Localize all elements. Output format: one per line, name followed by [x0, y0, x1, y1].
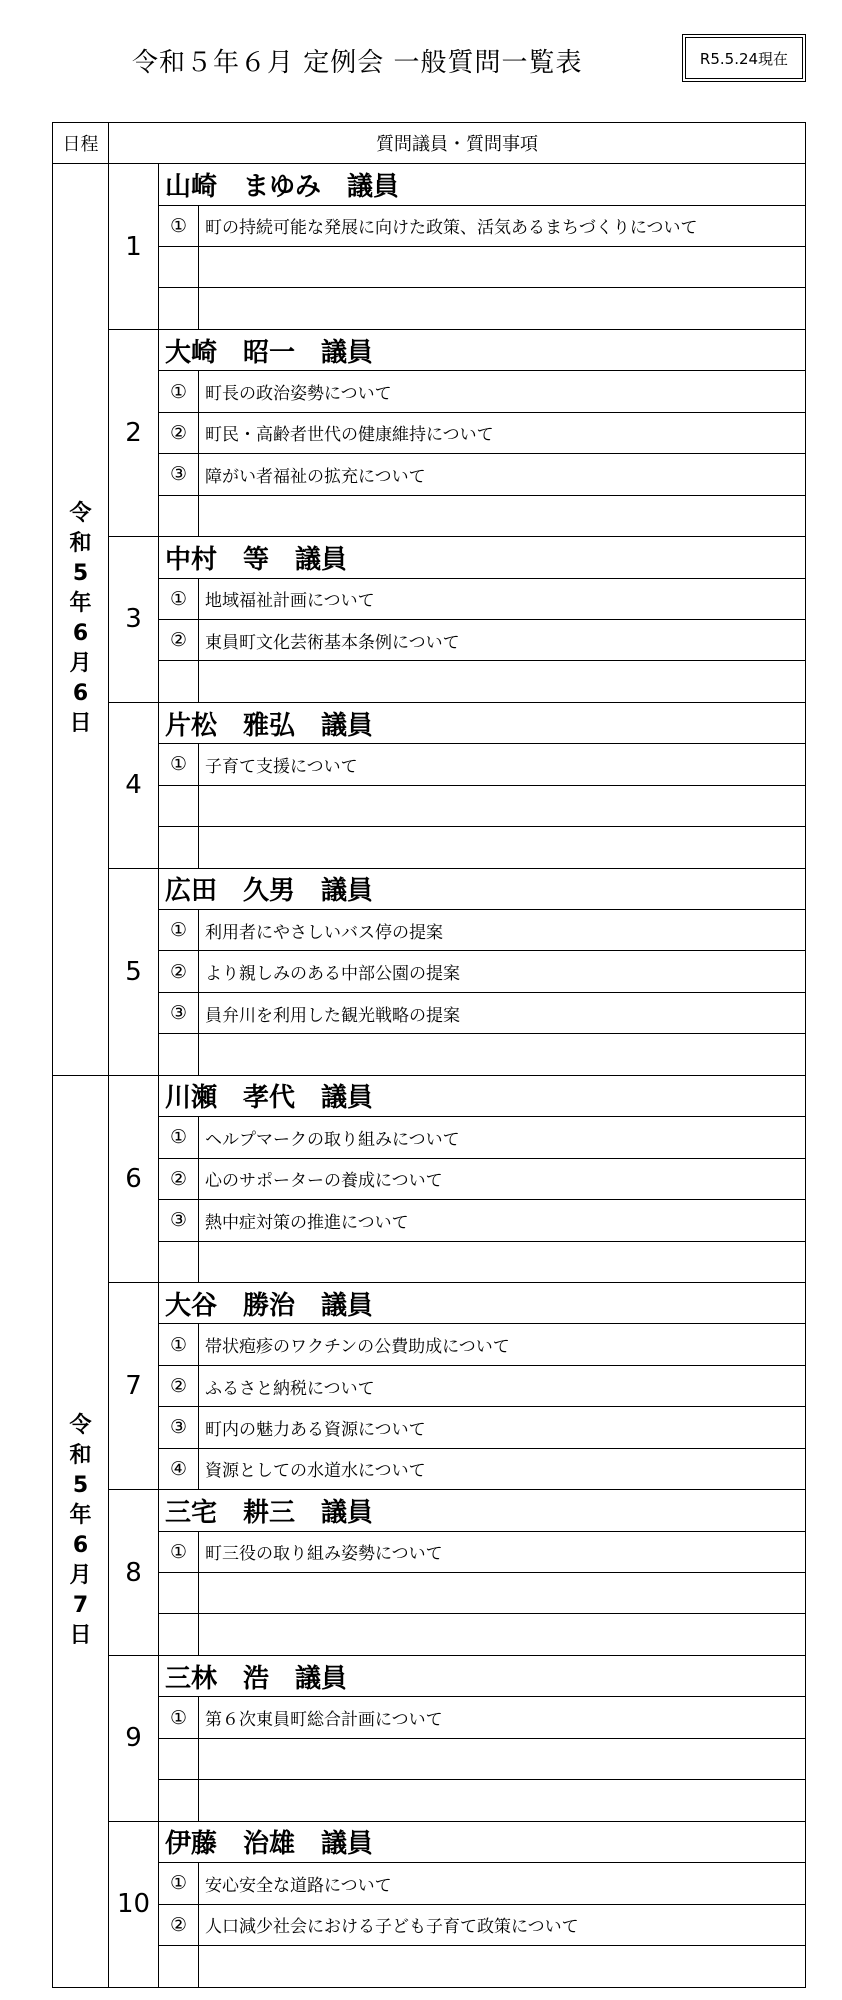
session-date-char: 6 [72, 621, 89, 647]
session-date-char: 令 [69, 1413, 92, 1439]
member-name: 大崎 昭一 議員 [159, 329, 806, 370]
question-row [53, 1738, 806, 1779]
question-number: ② [159, 1904, 199, 1945]
question-item [199, 1573, 806, 1614]
question-row [53, 1448, 806, 1489]
question-row [53, 1780, 806, 1821]
member-name-row [53, 1282, 806, 1323]
question-item [199, 785, 806, 826]
question-row [53, 1034, 806, 1075]
question-item: 熱中症対策の推進について [199, 1200, 806, 1241]
speaker-number: 4 [109, 702, 159, 868]
question-number [159, 495, 199, 536]
question-item [199, 827, 806, 868]
member-name: 片松 雅弘 議員 [159, 702, 806, 743]
question-number: ① [159, 1117, 199, 1158]
member-name-row [53, 329, 806, 370]
question-item: 障がい者福祉の拡充について [199, 454, 806, 495]
question-number: ③ [159, 1407, 199, 1448]
member-name-row [53, 1075, 806, 1116]
question-item: 資源としての水道水について [199, 1448, 806, 1489]
speaker-number: 7 [109, 1282, 159, 1489]
question-number [159, 1241, 199, 1282]
question-row [53, 205, 806, 246]
question-row [53, 1945, 806, 1987]
question-item: 安心安全な道路について [199, 1863, 806, 1904]
question-number: ② [159, 1365, 199, 1406]
session-date-char: 月 [69, 1563, 92, 1589]
session-date-char: 6 [72, 1533, 89, 1559]
member-name-row [53, 702, 806, 743]
question-item: ふるさと納税について [199, 1365, 806, 1406]
question-row [53, 827, 806, 868]
question-item: 心のサポーターの養成について [199, 1158, 806, 1199]
question-item: 第６次東員町総合計画について [199, 1697, 806, 1738]
session-date-char: 6 [72, 681, 89, 707]
question-item [199, 1614, 806, 1655]
question-number: ① [159, 205, 199, 246]
as-of-date-box: R5.5.24現在 [682, 34, 806, 82]
question-row [53, 371, 806, 412]
question-row [53, 1365, 806, 1406]
question-table [52, 122, 806, 1988]
question-row [53, 910, 806, 951]
table-header-row [53, 123, 806, 164]
question-number: ④ [159, 1448, 199, 1489]
session-date-char: 年 [69, 591, 92, 617]
member-name-row [53, 868, 806, 909]
column-header-main: 質問議員・質問事項 [109, 123, 806, 164]
session-date-char: 5 [72, 561, 89, 587]
question-number: ③ [159, 1200, 199, 1241]
question-row [53, 1407, 806, 1448]
question-number: ② [159, 412, 199, 453]
question-row [53, 1573, 806, 1614]
page-title: 令和５年６月 定例会 一般質問一覧表 [132, 48, 583, 78]
question-item: 子育て支援について [199, 744, 806, 785]
question-number: ① [159, 1324, 199, 1365]
question-number: ① [159, 744, 199, 785]
member-name-row [53, 1490, 806, 1531]
question-row [53, 247, 806, 288]
speaker-number: 8 [109, 1490, 159, 1656]
question-number: ② [159, 619, 199, 660]
question-item: 東員町文化芸術基本条例について [199, 619, 806, 660]
member-name: 三宅 耕三 議員 [159, 1490, 806, 1531]
member-name: 川瀬 孝代 議員 [159, 1075, 806, 1116]
question-number [159, 661, 199, 702]
question-row [53, 1863, 806, 1904]
question-number: ① [159, 1863, 199, 1904]
question-row [53, 1531, 806, 1572]
session-date [53, 1075, 109, 1987]
question-item [199, 1034, 806, 1075]
question-number [159, 247, 199, 288]
session-date-char: 年 [69, 1503, 92, 1529]
question-number [159, 1780, 199, 1821]
member-name-row [53, 537, 806, 578]
speaker-number: 6 [109, 1075, 159, 1282]
question-item: ヘルプマークの取り組みについて [199, 1117, 806, 1158]
speaker-number: 2 [109, 329, 159, 536]
question-row [53, 1241, 806, 1282]
question-row [53, 992, 806, 1033]
question-item: 地域福祉計画について [199, 578, 806, 619]
question-row [53, 495, 806, 536]
member-name-row [53, 1655, 806, 1696]
session-date-char: 5 [72, 1473, 89, 1499]
session-date-char: 月 [69, 651, 92, 677]
question-row [53, 288, 806, 329]
question-item: 町民・高齢者世代の健康維持について [199, 412, 806, 453]
question-item: 人口減少社会における子ども子育て政策について [199, 1904, 806, 1945]
question-row [53, 1117, 806, 1158]
question-row [53, 578, 806, 619]
session-date-char: 和 [69, 1443, 92, 1469]
question-number [159, 785, 199, 826]
question-number: ① [159, 910, 199, 951]
question-number: ② [159, 1158, 199, 1199]
question-row [53, 951, 806, 992]
session-date-char: 和 [69, 531, 92, 557]
question-number [159, 1614, 199, 1655]
question-row [53, 744, 806, 785]
question-item [199, 661, 806, 702]
member-name: 山崎 まゆみ 議員 [159, 164, 806, 205]
question-table-body [53, 123, 806, 1988]
question-row [53, 454, 806, 495]
question-row [53, 1200, 806, 1241]
member-name: 大谷 勝治 議員 [159, 1282, 806, 1323]
question-number [159, 1945, 199, 1987]
question-item: 町の持続可能な発展に向けた政策、活気あるまちづくりについて [199, 205, 806, 246]
question-number: ① [159, 371, 199, 412]
member-name: 三林 浩 議員 [159, 1655, 806, 1696]
speaker-number: 9 [109, 1655, 159, 1821]
session-date-char: 日 [69, 711, 92, 737]
question-number: ① [159, 578, 199, 619]
question-item: より親しみのある中部公園の提案 [199, 951, 806, 992]
member-name-row [53, 164, 806, 205]
question-row [53, 661, 806, 702]
question-item [199, 1780, 806, 1821]
question-number: ① [159, 1531, 199, 1572]
session-date-char: 7 [72, 1593, 89, 1619]
question-number [159, 827, 199, 868]
question-row [53, 1324, 806, 1365]
question-row [53, 412, 806, 453]
member-name-row [53, 1821, 806, 1862]
speaker-number: 1 [109, 164, 159, 330]
question-item: 町三役の取り組み姿勢について [199, 1531, 806, 1572]
member-name: 伊藤 治雄 議員 [159, 1821, 806, 1862]
question-item: 員弁川を利用した観光戦略の提案 [199, 992, 806, 1033]
question-number: ③ [159, 992, 199, 1033]
question-item [199, 1945, 806, 1987]
speaker-number: 5 [109, 868, 159, 1075]
session-date [53, 164, 109, 1076]
question-row [53, 1904, 806, 1945]
question-number [159, 288, 199, 329]
question-number [159, 1573, 199, 1614]
question-number: ② [159, 951, 199, 992]
question-item: 利用者にやさしいバス停の提案 [199, 910, 806, 951]
question-item: 町長の政治姿勢について [199, 371, 806, 412]
session-date-char: 日 [69, 1623, 92, 1649]
question-item [199, 247, 806, 288]
question-row [53, 1697, 806, 1738]
question-row [53, 619, 806, 660]
question-item [199, 1241, 806, 1282]
question-row [53, 1158, 806, 1199]
question-item [199, 495, 806, 536]
member-name: 広田 久男 議員 [159, 868, 806, 909]
member-name: 中村 等 議員 [159, 537, 806, 578]
question-number: ③ [159, 454, 199, 495]
question-row [53, 785, 806, 826]
speaker-number: 10 [109, 1821, 159, 1987]
question-item: 町内の魅力ある資源について [199, 1407, 806, 1448]
question-number [159, 1034, 199, 1075]
column-header-date: 日程 [53, 123, 109, 164]
question-number: ① [159, 1697, 199, 1738]
question-number [159, 1738, 199, 1779]
question-item [199, 1738, 806, 1779]
question-item: 帯状疱疹のワクチンの公費助成について [199, 1324, 806, 1365]
session-date-char: 令 [69, 501, 92, 527]
question-item [199, 288, 806, 329]
speaker-number: 3 [109, 537, 159, 703]
question-row [53, 1614, 806, 1655]
